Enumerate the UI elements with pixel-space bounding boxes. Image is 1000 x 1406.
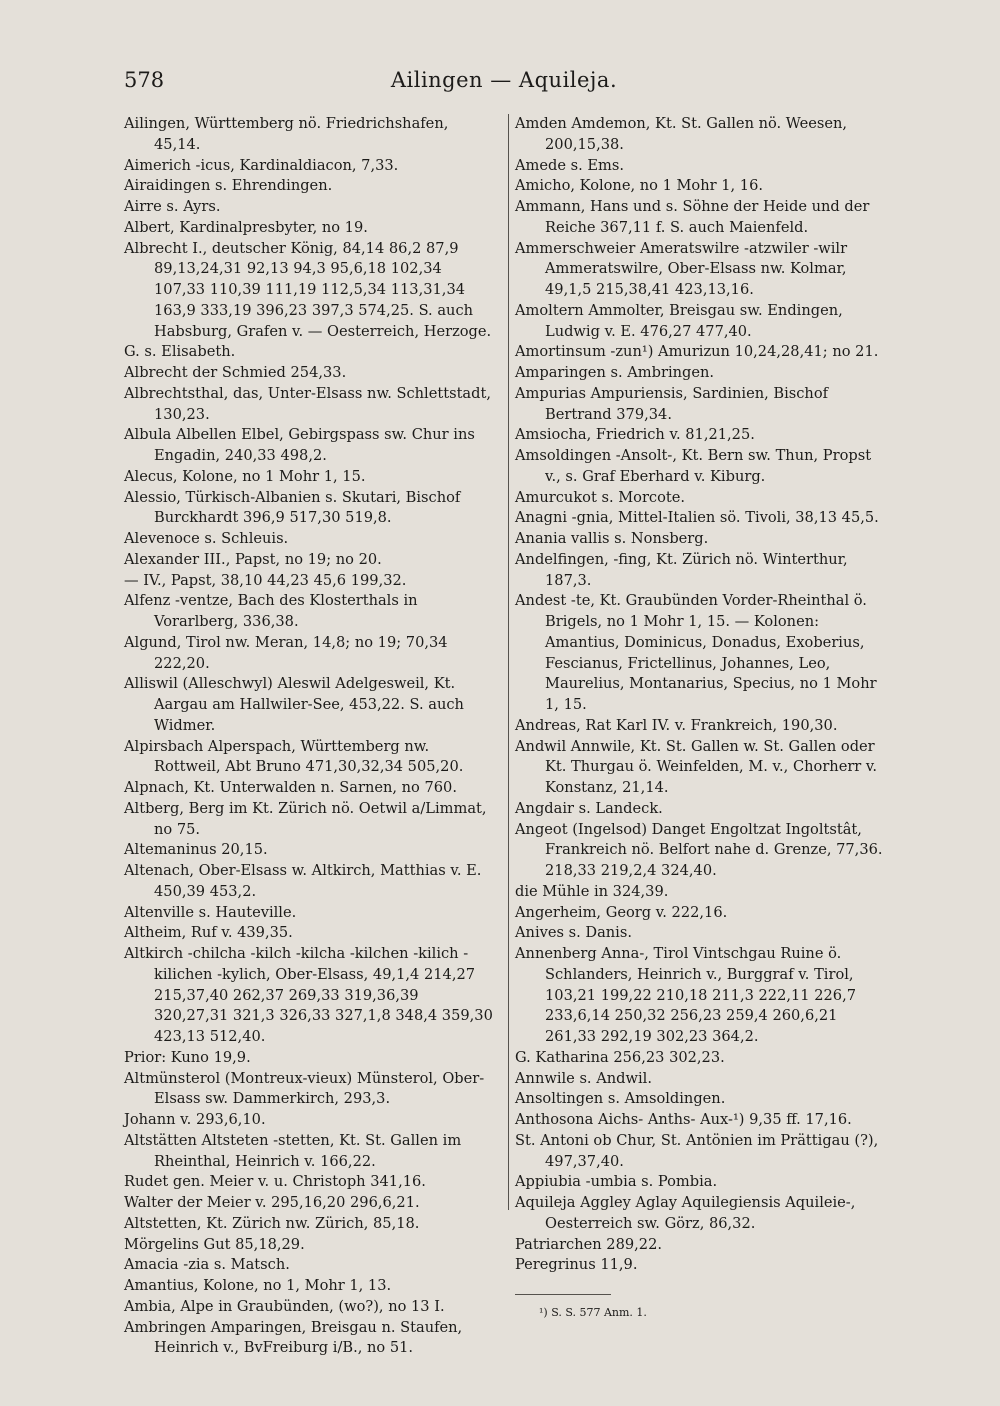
index-entry: St. Antoni ob Chur, St. Antönien im Prättigau (?), 497,37,40. <box>515 1131 879 1170</box>
right-column <box>508 114 887 1319</box>
left-column <box>124 114 496 1359</box>
index-entry: Altemaninus 20,15. <box>124 841 268 859</box>
index-entry: Altenville s. Hauteville. <box>124 903 297 921</box>
index-subentry: Johann v. 293,6,10. <box>124 1111 266 1128</box>
index-entry: Algund, Tirol nw. Meran, 14,8; no 19; 70,34 222,20. <box>124 633 448 672</box>
index-entry: Anthosona Aichs- Anths- Aux-¹) 9,35 ff. 17,16. <box>515 1111 852 1128</box>
index-entry: Alevenoce s. Schleuis. <box>124 530 289 547</box>
index-entry: Angdair s. Landeck. <box>515 799 663 817</box>
index-entry: Andelfingen, -fing, Kt. Zürich nö. Winterthur, 187,3. <box>515 550 848 589</box>
index-entry: Amicho, Kolone, no 1 Mohr 1, 16. <box>515 177 764 195</box>
index-entry: Alessio, Türkisch-Albanien s. Skutari, Bischof Burckhardt 396,9 517,30 519,8. <box>124 488 461 527</box>
index-entry: Andwil Annwile, Kt. St. Gallen w. St. Gallen oder Kt. Thurgau ö. Weinfelden, M. v., Chorherr v. Konstanz, 21,14. <box>515 737 878 796</box>
index-subentry: Mörgelins Gut 85,18,29. <box>124 1235 305 1253</box>
index-entry: Amparingen s. Ambringen. <box>515 364 715 381</box>
index-subentry: Patriarchen 289,22. <box>515 1235 662 1253</box>
index-entry: Albrecht I., deutscher König, 84,14 86,2 87,9 89,13,24,31 92,13 94,3 95,6,18 102,34 107,33 110,39 111,19 112,5,34 113,31,34 163,9 333,19 396,23 397,3 574,25. S. auch Habsburg, Grafen v. — Oesterreich, Herzoge. <box>124 239 492 340</box>
index-entry: Amoltern Ammolter, Breisgau sw. Endingen, Ludwig v. E. 476,27 477,40. <box>515 301 843 340</box>
index-entry: Altheim, Ruf v. 439,35. <box>124 924 293 942</box>
index-subentry: G. s. Elisabeth. <box>124 343 236 361</box>
index-entry: Aquileja Aggley Aglay Aquilegiensis Aquileie-, Oesterreich sw. Görz, 86,32. <box>515 1194 856 1232</box>
index-entry: Aimerich -icus, Kardinaldiacon, 7,33. <box>124 156 399 174</box>
index-entry: Ammann, Hans und s. Söhne der Heide und der Reiche 367,11 f. S. auch Maienfeld. <box>515 198 870 236</box>
index-entry: Albula Albellen Elbel, Gebirgspass sw. Chur ins Engadin, 240,33 498,2. <box>124 426 475 464</box>
index-entry: Amantius, Kolone, no 1, Mohr 1, 13. <box>124 1277 392 1294</box>
index-entry: Ammerschweier Ameratswilre -atzwiler -wilr Ammeratswilre, Ober-Elsass nw. Kolmar, 49,1,5 215,38,41 423,13,16. <box>515 239 848 298</box>
index-entry: Anania vallis s. Nonsberg. <box>515 530 709 547</box>
index-entry: Amacia -zia s. Matsch. <box>124 1256 290 1274</box>
footnote-rule <box>515 1294 611 1295</box>
index-entry: Anives s. Danis. <box>515 924 632 942</box>
index-subentry: Peregrinus 11,9. <box>515 1256 638 1274</box>
index-entry: Ampurias Ampuriensis, Sardinien, Bischof Bertrand 379,34. <box>515 384 829 423</box>
page-number: 578 <box>124 68 165 92</box>
index-entry: Alexander III., Papst, no 19; no 20. <box>124 550 382 568</box>
index-entry: Ailingen, Württemberg nö. Friedrichshafen, 45,14. <box>124 115 449 153</box>
index-subentry: — IV., Papst, 38,10 44,23 45,6 199,32. <box>124 571 407 589</box>
index-entry: Amden Amdemon, Kt. St. Gallen nö. Weesen, 200,15,38. <box>515 115 848 153</box>
index-entry: Alpnach, Kt. Unterwalden n. Sarnen, no 760. <box>124 779 457 796</box>
index-subentry: Rudet gen. Meier v. u. Christoph 341,16. <box>124 1173 426 1191</box>
index-entry: Alfenz -ventze, Bach des Klosterthals in Vorarlberg, 336,38. <box>124 592 418 630</box>
index-entry: Alpirsbach Alperspach, Württemberg nw. Rottweil, Abt Bruno 471,30,32,34 505,20. <box>124 737 464 776</box>
index-entry: Ambia, Alpe in Graubünden, (wo?), no 13 I. <box>124 1297 445 1315</box>
index-entry: Albert, Kardinalpresbyter, no 19. <box>124 218 368 236</box>
index-entry: Amsoldingen -Ansolt-, Kt. Bern sw. Thun, Propst v., s. Graf Eberhard v. Kiburg. <box>515 447 872 485</box>
footnote: ¹) S. S. 577 Anm. 1. <box>539 1306 647 1319</box>
index-subentry: Walter der Meier v. 295,16,20 296,6,21. <box>124 1194 420 1211</box>
page-header <box>124 68 884 102</box>
index-entry: Altenach, Ober-Elsass w. Altkirch, Matthias v. E. 450,39 453,2. <box>124 862 482 900</box>
index-subentry: die Mühle in 324,39. <box>515 882 669 900</box>
index-entry: Annwile s. Andwil. <box>515 1069 652 1087</box>
index-entry: Angeot (Ingelsod) Danget Engoltzat Ingoltstât, Frankreich nö. Belfort nahe d. Grenze, 77,36. 218,33 219,2,4 324,40. <box>515 820 883 879</box>
running-title: Ailingen — Aquileja. <box>390 68 618 92</box>
index-entry: Amurcukot s. Morcote. <box>515 488 686 506</box>
index-entry: Annenberg Anna-, Tirol Vintschgau Ruine ö. Schlanders, Heinrich v., Burggraf v. Tirol, 103,21 199,22 210,18 211,3 222,11 226,7 233,6,14 250,32 256,23 259,4 260,6,21 261,33 292,19 302,23 364,2. <box>515 945 857 1045</box>
index-entry: Altmünsterol (Montreux-vieux) Münsterol, Ober-Elsass sw. Dammerkirch, 293,3. <box>124 1069 485 1108</box>
index-entry: Amsiocha, Friedrich v. 81,21,25. <box>515 426 755 444</box>
index-entry: Alliswil (Alleschwyl) Aleswil Adelgesweil, Kt. Aargau am Hallwiler-See, 453,22. S. auch Widmer. <box>124 675 464 734</box>
index-entry: Airaidingen s. Ehrendingen. <box>124 177 333 195</box>
index-entry: Angerheim, Georg v. 222,16. <box>515 903 728 921</box>
index-entry: Albrechtsthal, das, Unter-Elsass nw. Schlettstadt, 130,23. <box>124 384 491 423</box>
index-entry: Appiubia -umbia s. Pombia. <box>515 1173 718 1191</box>
index-entry: Ambringen Amparingen, Breisgau n. Staufen, Heinrich v., BvFreiburg i/B., no 51. <box>124 1318 463 1357</box>
index-entry: Andest -te, Kt. Graubünden Vorder-Rheinthal ö. Brigels, no 1 Mohr 1, 15. — Kolonen: Amantius, Dominicus, Donadus, Exoberius, Fescianus, Frictellinus, Johannes, Leo, Maurelius, Montanarius, Specius, no 1 Mohr 1, 15. <box>515 592 877 713</box>
index-entry: Altstetten, Kt. Zürich nw. Zürich, 85,18. <box>124 1214 420 1232</box>
index-entry: Altstätten Altsteten -stetten, Kt. St. Gallen im Rheinthal, Heinrich v. 166,22. <box>124 1131 462 1170</box>
right-column-entries <box>515 114 887 1276</box>
index-entry: Andreas, Rat Karl IV. v. Frankreich, 190,30. <box>515 716 838 734</box>
index-subentry: Prior: Kuno 19,9. <box>124 1048 251 1066</box>
index-entry: Alecus, Kolone, no 1 Mohr 1, 15. <box>124 467 366 485</box>
index-entry: Albrecht der Schmied 254,33. <box>124 364 347 381</box>
index-entry: Amede s. Ems. <box>515 156 625 174</box>
index-entry: Altkirch -chilcha -kilch -kilcha -kilchen -kilich -kilichen -kylich, Ober-Elsass, 49,1,4 214,27 215,37,40 262,37 269,33 319,36,39 320,27,31 321,3 326,33 327,1,8 348,4 359,30 423,13 512,40. <box>124 945 493 1045</box>
index-entry: Ansoltingen s. Amsoldingen. <box>515 1090 726 1108</box>
index-entry: Amortinsum -zun¹) Amurizun 10,24,28,41; no 21. <box>515 343 879 361</box>
index-entry: Altberg, Berg im Kt. Zürich nö. Oetwil a/Limmat, no 75. <box>124 799 487 838</box>
index-subentry: G. Katharina 256,23 302,23. <box>515 1048 725 1066</box>
index-entry: Airre s. Ayrs. <box>124 198 221 215</box>
index-entry: Anagni -gnia, Mittel-Italien sö. Tivoli, 38,13 45,5. <box>515 509 879 527</box>
